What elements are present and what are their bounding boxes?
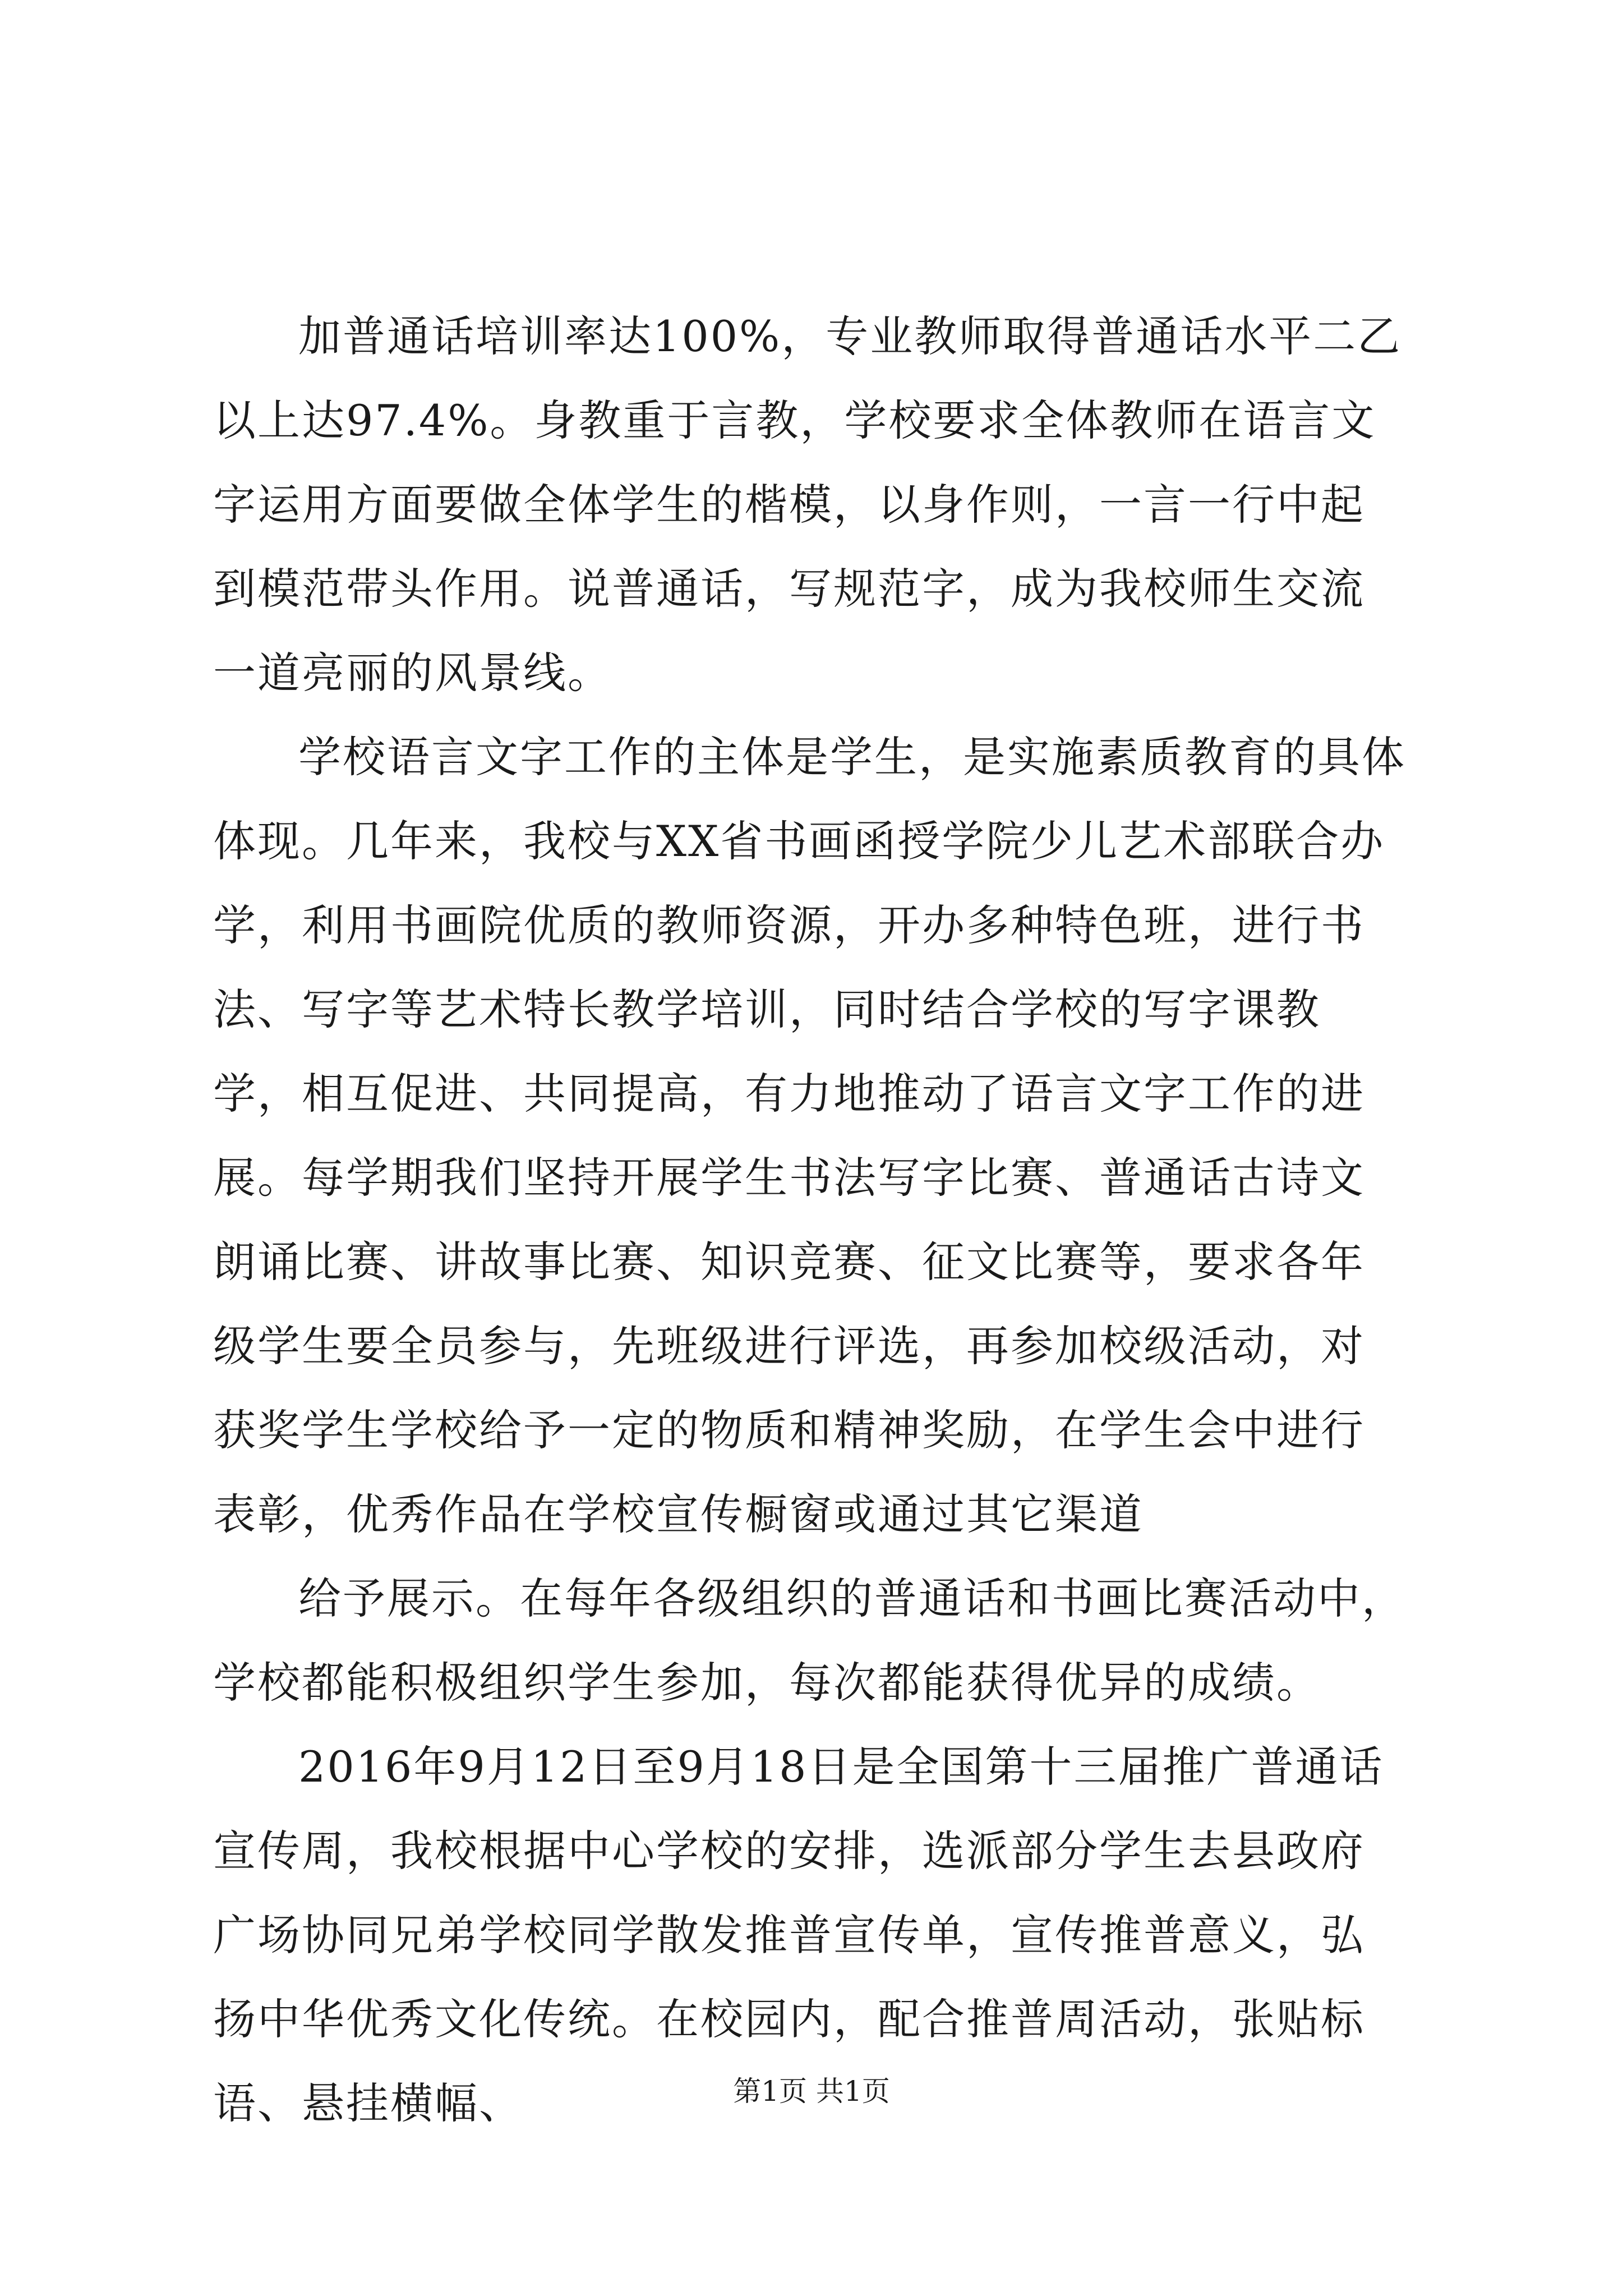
paragraph-1: 加普通话培训率达100%，专业教师取得普通话水平二乙以上达97.4%。身教重于言教，学校要求全体教师在语言文字运用方面要做全体学生的楷模，以身作则，一言一行中起到模范带头作用。说普通话，写规范字，成为我校师生交流一道亮丽的风景线。: [213, 311, 1402, 698]
paragraph-3: 给予展示。在每年各级组织的普通话和书画比赛活动中，学校都能积极组织学生参加，每次都能获得优异的成绩。: [213, 1573, 1406, 1708]
page-footer: 第1页 共1页: [733, 2075, 890, 2108]
paragraph-4: 2016年9月12日至9月18日是全国第十三届推广普通话宣传周，我校根据中心学校的安排，选派部分学生去县政府广场协同兄弟学校同学散发推普宣传单，宣传推普意义，弘扬中华优秀文化传统。在校园内，配合推普周活动，张贴标语、悬挂横幅、: [213, 1742, 1384, 2128]
paragraph-2: 学校语言文字工作的主体是学生，是实施素质教育的具体体现。几年来，我校与XX省书画函授学院少儿艺术部联合办学，利用书画院优质的教师资源，开办多种特色班，进行书法、写字等艺术特长教学培训，同时结合学校的写字课教学，相互促进、共同提高，有力地推动了语言文字工作的进展。每学期我们坚持开展学生书法写字比赛、普通话古诗文朗诵比赛、讲故事比赛、知识竞赛、征文比赛等，要求各年级学生要全员参与，先班级进行评选，再参加校级活动，对获奖学生学校给予一定的物质和精神奖励，在学生会中进行表彰，优秀作品在学校宣传橱窗或通过其它渠道: [213, 732, 1406, 1539]
document-body: [213, 295, 1408, 2146]
